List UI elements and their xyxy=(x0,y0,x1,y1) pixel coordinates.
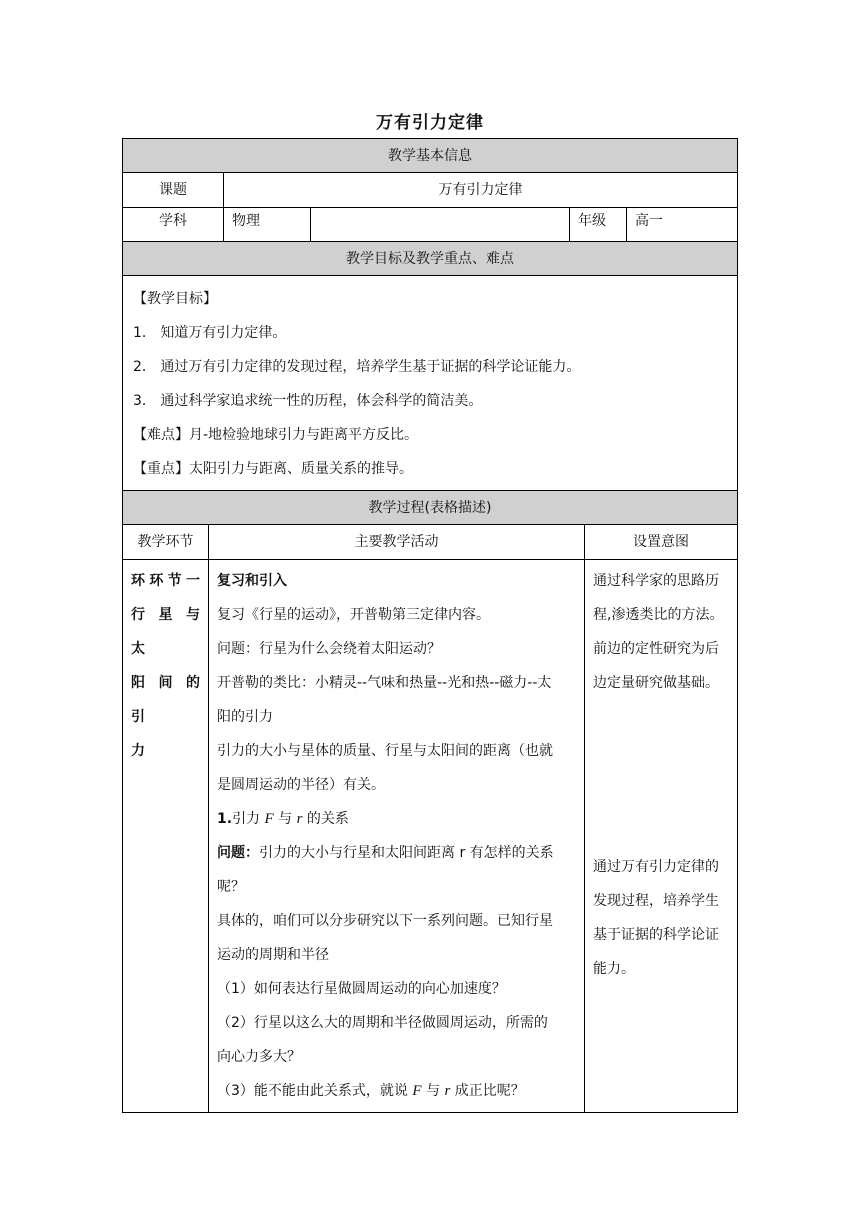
question-item: 向心力多大？ xyxy=(217,1049,301,1065)
question-item-text: 与 xyxy=(421,1083,445,1099)
symbol-F: F xyxy=(264,811,274,827)
intent-spacer xyxy=(593,700,729,850)
activity-text: 运动的周期和半径 xyxy=(217,947,329,963)
stage-line: 行 星 与 太 xyxy=(131,607,200,657)
col-intent-header: 设置意图 xyxy=(633,534,689,550)
grade-label: 年级 xyxy=(570,208,627,241)
stage-line: 阳 间 的 引 xyxy=(131,675,200,725)
activity-cell xyxy=(209,560,585,1112)
symbol-r: r xyxy=(444,1083,451,1099)
topic-value: 万有引力定律 xyxy=(438,182,523,198)
process-row-stage-1 xyxy=(123,560,737,1112)
lesson-plan-table xyxy=(122,138,738,1113)
objectives-body xyxy=(123,276,737,491)
subsection-heading xyxy=(217,802,576,836)
question-text: 引力的大小与行星和太阳间距离 r 有怎样的关系 xyxy=(259,845,554,861)
objective-item: 1． 知道万有引力定律。 xyxy=(133,325,287,341)
subject-row xyxy=(123,208,737,242)
activity-text: 具体的，咱们可以分步研究以下一系列问题。已知行星 xyxy=(217,913,553,929)
activity-text: 阳的引力 xyxy=(217,709,273,725)
question-item-text: 成正比呢？ xyxy=(450,1083,525,1099)
intent-text: 发现过程，培养学生 xyxy=(593,893,719,909)
intent-text: 前边的定性研究为后 xyxy=(593,641,719,657)
basic-info-header: 教学基本信息 xyxy=(123,139,737,173)
subject-value: 物理 xyxy=(224,208,311,241)
objectives-heading: 【教学目标】 xyxy=(133,291,217,307)
process-header: 教学过程(表格描述) xyxy=(123,491,737,525)
question-item-text: （3）能不能由此关系式，就说 xyxy=(217,1083,413,1099)
grade-value: 高一 xyxy=(635,213,663,229)
activity-text: 呢？ xyxy=(217,879,245,895)
subsection-text: 引力 xyxy=(232,811,265,827)
intent-text: 程,渗透类比的方法。 xyxy=(593,607,724,623)
intent-text: 边定量研究做基础。 xyxy=(593,675,719,691)
subsection-number: 1. xyxy=(217,811,233,827)
stage-line: 环环节一 xyxy=(131,573,200,589)
intent-text: 通过万有引力定律的 xyxy=(593,859,719,875)
question-label: 问题： xyxy=(217,845,259,861)
subsection-text: 与 xyxy=(273,811,297,827)
document-title: 万有引力定律 xyxy=(376,113,484,133)
intent-cell xyxy=(585,560,737,1112)
difficulty-point: 【难点】月-地检验地球引力与距离平方反比。 xyxy=(133,427,419,443)
topic-label: 课题 xyxy=(123,173,224,207)
question-item: （2）行星以这么大的周期和半径做圆周运动，所需的 xyxy=(217,1015,548,1031)
topic-row xyxy=(123,173,737,208)
process-column-headers xyxy=(123,525,737,560)
subsection-text: 的关系 xyxy=(302,811,349,827)
symbol-F: F xyxy=(412,1083,422,1099)
key-point: 【重点】太阳引力与距离、质量关系的推导。 xyxy=(133,461,413,477)
subject-empty-cell xyxy=(311,208,570,241)
stage-line: 力 xyxy=(131,743,145,759)
activity-text: 开普勒的类比：小精灵--气味和热量--光和热--磁力--太 xyxy=(217,675,552,691)
activity-text: 复习《行星的运动》，开普勒第三定律内容。 xyxy=(217,607,490,623)
activity-text: 是圆周运动的半径）有关。 xyxy=(217,777,385,793)
question-line xyxy=(217,836,576,870)
objectives-header: 教学目标及教学重点、难点 xyxy=(123,242,737,276)
activity-text: 引力的大小与星体的质量、行星与太阳间的距离（也就 xyxy=(217,743,553,759)
activity-heading: 复习和引入 xyxy=(217,573,287,589)
stage-cell xyxy=(123,560,209,1112)
objective-item: 2． 通过万有引力定律的发现过程，培养学生基于证据的科学论证能力。 xyxy=(133,359,581,375)
symbol-r: r xyxy=(296,811,303,827)
intent-text: 通过科学家的思路历 xyxy=(593,573,719,589)
intent-text: 能力。 xyxy=(593,961,635,977)
intent-text: 基于证据的科学论证 xyxy=(593,927,719,943)
objective-item: 3． 通过科学家追求统一性的历程，体会科学的简洁美。 xyxy=(133,393,483,409)
subject-label: 学科 xyxy=(123,208,224,241)
question-item xyxy=(217,1074,576,1108)
col-stage-header: 教学环节 xyxy=(123,525,209,559)
col-activity-header: 主要教学活动 xyxy=(209,525,585,559)
question-item: （1）如何表达行星做圆周运动的向心加速度？ xyxy=(217,981,506,997)
activity-text: 问题：行星为什么会绕着太阳运动？ xyxy=(217,641,441,657)
